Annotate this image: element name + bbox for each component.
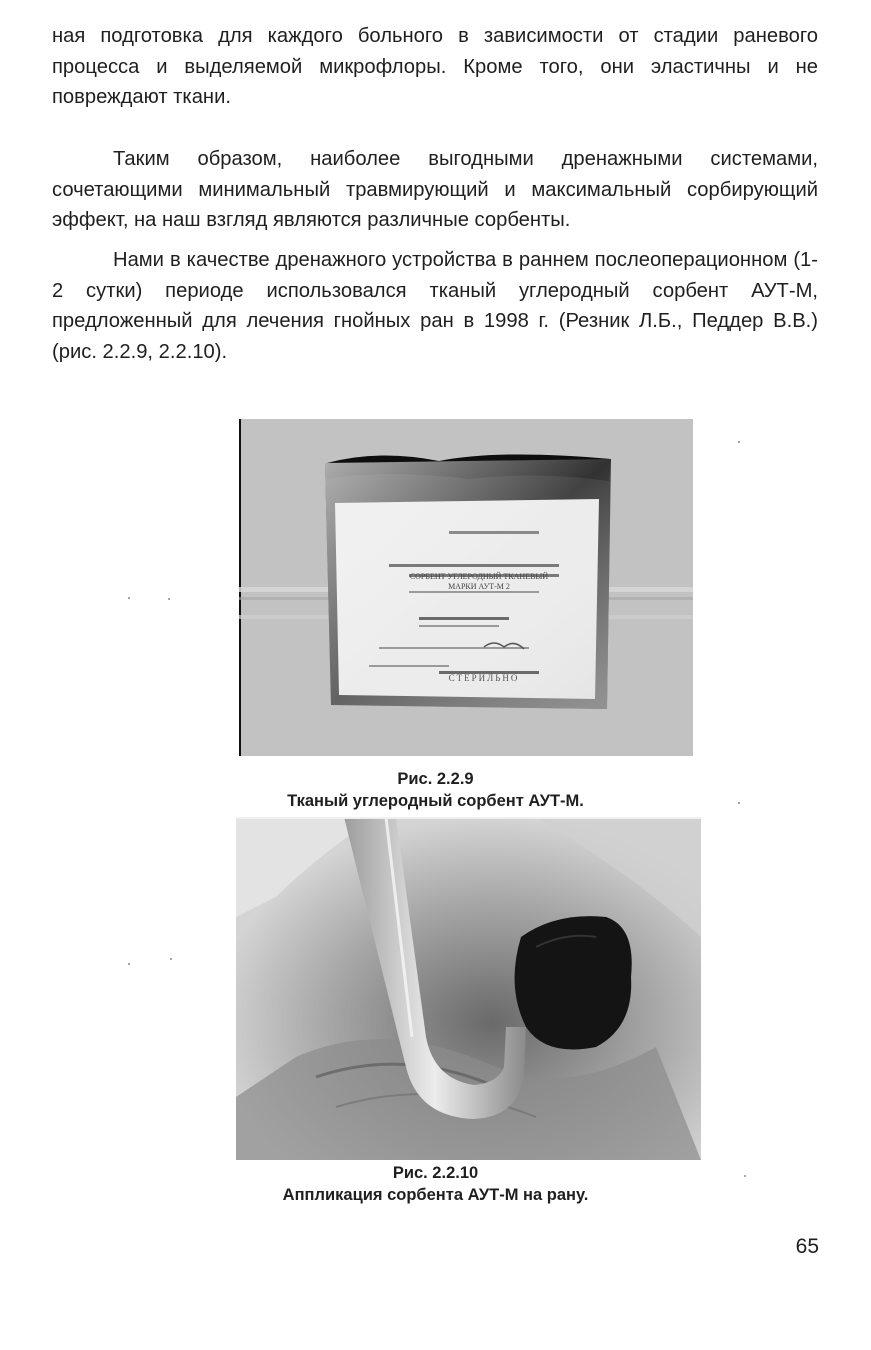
- scan-speck: [168, 598, 170, 600]
- figure-sorbent-package-photo: [239, 419, 693, 756]
- wound-application-illustration: [236, 817, 701, 1160]
- package-label-line1: СОРБЕНТ УГЛЕРОДНЫЙ ТКАНЕВЫЙ: [409, 572, 549, 581]
- scan-speck: [170, 958, 172, 960]
- paragraph-1: [52, 21, 818, 113]
- scan-speck: [738, 441, 740, 443]
- scan-speck: [744, 1175, 746, 1177]
- paragraph-2-text: Таким образом, наиболее выгодными дренажными системами, сочетающими минимальный травмирующий и максимальный сорбирующий эффект, на наш взгляд являются различные сорбенты.: [52, 148, 818, 231]
- paragraph-3: [52, 245, 818, 367]
- paragraph-2: [52, 144, 818, 236]
- figure-2-caption: [0, 1162, 871, 1206]
- figure-wound-application-photo: [236, 817, 701, 1160]
- scan-speck: [128, 963, 130, 965]
- figure-1-caption-text: Тканый углеродный сорбент АУТ-М.: [287, 792, 584, 810]
- scan-speck: [128, 597, 130, 599]
- figure-2-caption-text: Аппликация сорбента АУТ-М на рану.: [282, 1186, 589, 1204]
- page-number: 65: [795, 1235, 819, 1258]
- paragraph-1-text: ная подготовка для каждого больного в зависимости от стадии раневого процесса и выделяемой микрофлоры. Кроме того, они эластичны и не повреждают ткани.: [52, 25, 818, 108]
- sorbent-package-illustration: [239, 419, 693, 756]
- scan-speck: [738, 802, 740, 804]
- paragraph-3-text: Нами в качестве дренажного устройства в раннем послеоперационном (1-2 сутки) периоде использовался тканый углеродный сорбент АУТ-М, предложенный для лечения гнойных ран в 1998 г. (Резник Л.Б., Педдер В.В.) (рис. 2.2.9, 2.2.10).: [52, 249, 818, 363]
- figure-1-caption: [0, 768, 871, 812]
- package-label-sterile: СТЕРИЛЬНО: [448, 673, 520, 683]
- package-label-line2: МАРКИ АУТ-М 2: [448, 582, 510, 591]
- figure-2-label: Рис. 2.2.10: [392, 1164, 479, 1182]
- figure-1-label: Рис. 2.2.9: [397, 770, 474, 788]
